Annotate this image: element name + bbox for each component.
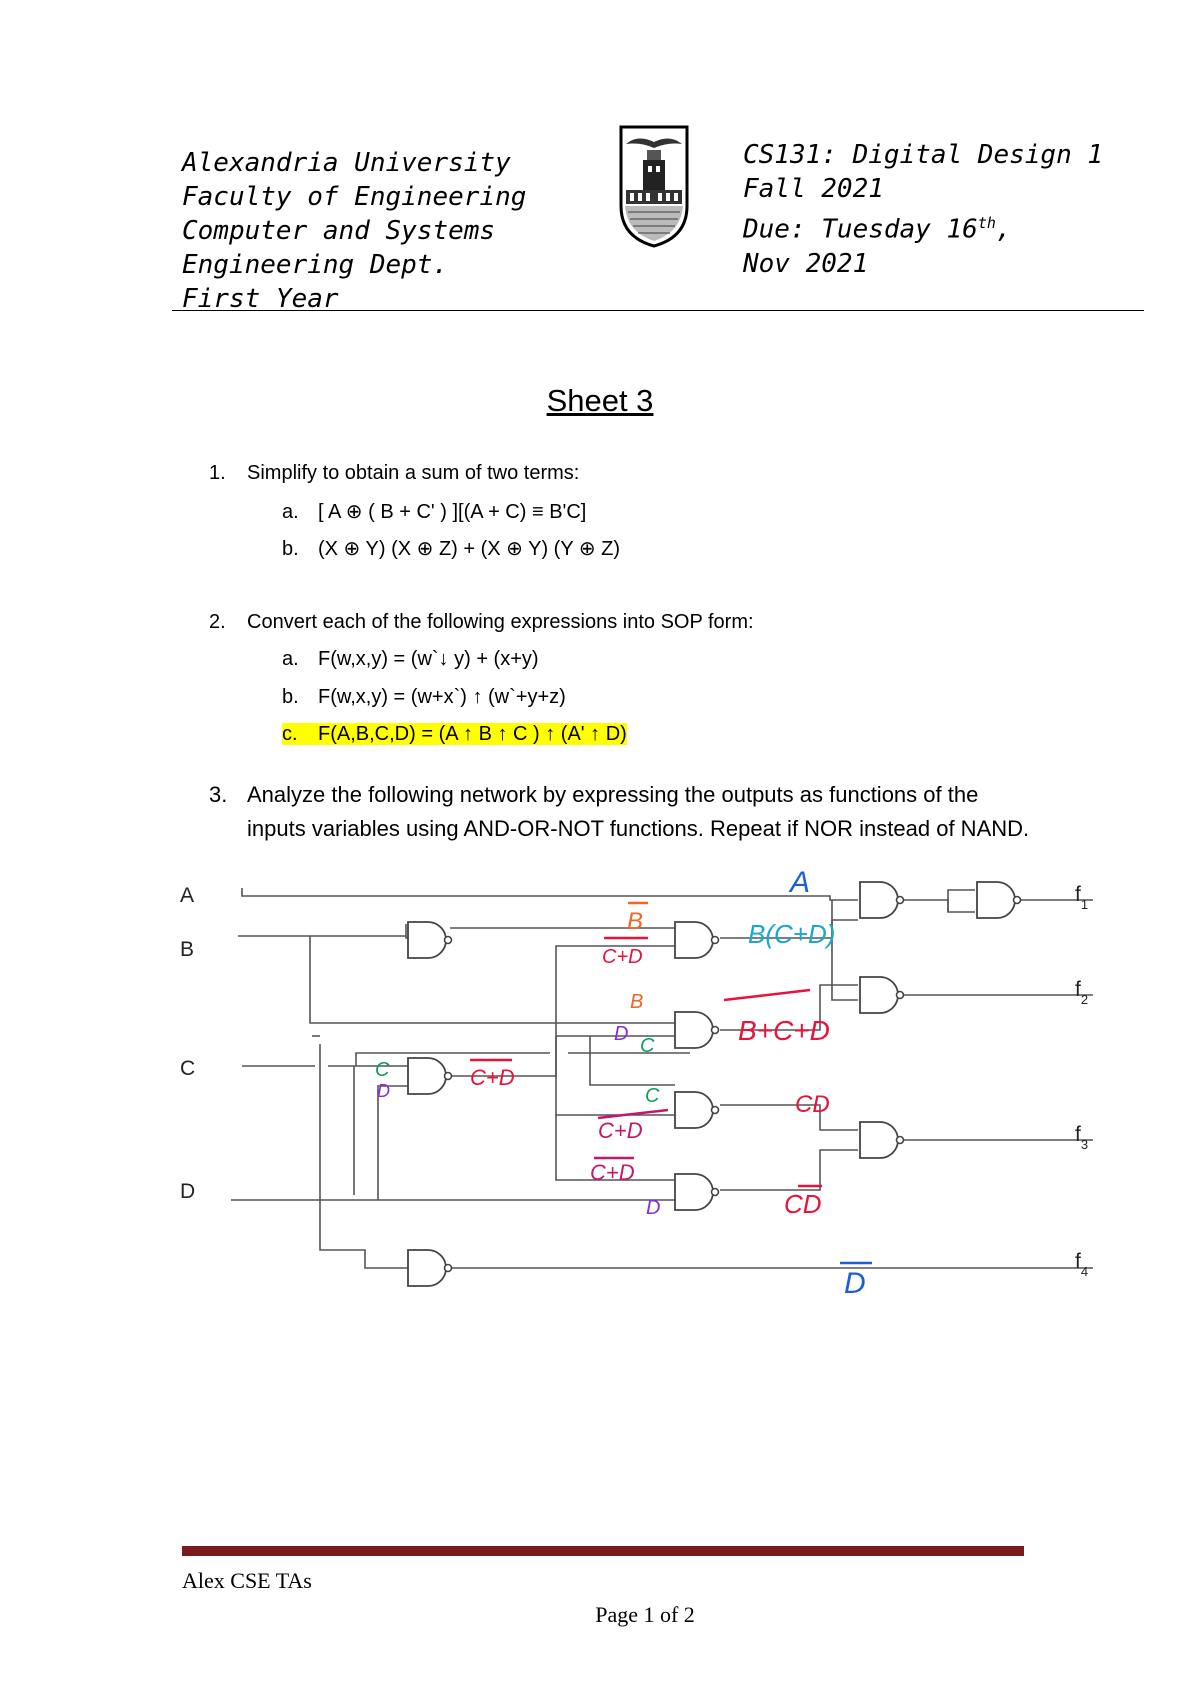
input-label-b: B (180, 938, 195, 961)
due-prefix: Due: Tuesday 16 (743, 214, 978, 245)
nand-gate (675, 922, 713, 958)
output-label-f4: $f_4$ (1075, 1250, 1089, 1279)
part-text: F(w,x,y) = (w`↓ y) + (x+y) (318, 648, 539, 670)
nand-gate (977, 882, 1015, 918)
question-text-line1: Analyze the following network by expressing the outputs as functions of the (247, 782, 979, 807)
annotation-cd-red-2: C+D (598, 1118, 643, 1143)
question-number: 2. (209, 611, 226, 633)
question-text: Simplify to obtain a sum of two terms: (247, 462, 580, 484)
annotation-c-green-2: C (375, 1059, 390, 1081)
annotation-c-green-1: C (640, 1035, 655, 1057)
part-text: [ A ⊕ ( B + C' ) ][(A + C) ≡ B'C] (318, 501, 587, 523)
annotation-d-bar: D (844, 1267, 866, 1300)
part-label: a. (282, 501, 299, 523)
institution-line: First Year (182, 284, 339, 314)
due-sup: th (977, 214, 996, 232)
part-label: b. (282, 686, 299, 708)
annotation-d-purple-1: D (614, 1023, 629, 1045)
footer-rule (182, 1546, 1024, 1556)
nand-gate (860, 977, 898, 1013)
annotation-cd-product-2: CD (784, 1189, 822, 1219)
output-label-f1: $f_1$ (1075, 883, 1089, 912)
part-label: c. (282, 723, 298, 745)
course-title: CS131: Digital Design 1 (743, 140, 1104, 170)
annotation-cd-red-3: C+D (590, 1160, 635, 1185)
annotation-c-green-3: C (645, 1085, 660, 1107)
institution-line: Faculty of Engineering (182, 182, 527, 212)
annotation-a: A (790, 866, 811, 899)
annotation-d-purple-2: D (377, 1081, 390, 1101)
part-label: b. (282, 538, 299, 560)
course-term: Fall 2021 (743, 174, 884, 204)
nand-gate (408, 922, 446, 958)
footer-left: Alex CSE TAs (182, 1568, 312, 1593)
annotation-b-bar: B (627, 908, 644, 935)
output-label-f3: $f_3$ (1075, 1123, 1089, 1152)
input-label-c: C (180, 1057, 196, 1080)
annotation-d-purple-3: D (646, 1197, 661, 1219)
question-3-line2: inputs variables using AND-OR-NOT functions. Repeat if NOR instead of NAND. (247, 816, 1030, 841)
nand-gate (408, 1250, 446, 1286)
question-number: 3. (209, 782, 228, 807)
part-label: a. (282, 648, 299, 670)
annotation-b-plus-cd: B+C+D (738, 1015, 830, 1046)
nand-gate (408, 1058, 446, 1094)
institution-line: Alexandria University (182, 148, 511, 178)
page-number: Page 1 of 2 (595, 1602, 695, 1627)
output-label-f2: $f_2$ (1075, 978, 1089, 1007)
nand-gate (860, 882, 898, 918)
part-text: F(w,x,y) = (w+x`) ↑ (w`+y+z) (318, 686, 566, 708)
annotation-cd-bar-1: C+D (602, 946, 643, 968)
input-label-d: D (180, 1180, 196, 1203)
institution-line: Computer and Systems (182, 216, 496, 246)
nand-gate (675, 1012, 713, 1048)
question-number: 1. (209, 462, 226, 484)
due-suffix: , (995, 214, 1012, 245)
question-text: Convert each of the following expressions into SOP form: (247, 611, 754, 633)
annotation-cd-red-main: C+D (470, 1065, 515, 1090)
nand-gate (675, 1092, 713, 1128)
annotation-b-cd: B(C+D) (748, 919, 836, 949)
part-text: F(A,B,C,D) = (A ↑ B ↑ C ) ↑ (A' ↑ D) (318, 723, 627, 745)
input-label-a: A (180, 884, 195, 907)
institution-line: Engineering Dept. (182, 250, 449, 280)
sheet-title: Sheet 3 (546, 383, 654, 418)
nand-gate (675, 1174, 713, 1210)
part-text: (X ⊕ Y) (X ⊕ Z) + (X ⊕ Y) (Y ⊕ Z) (318, 538, 621, 560)
due-date-line2: Nov 2021 (743, 248, 869, 279)
annotation-cd-product-1: CD (795, 1091, 830, 1118)
annotation-b-orange: B (630, 991, 644, 1013)
nand-gate (860, 1122, 898, 1158)
